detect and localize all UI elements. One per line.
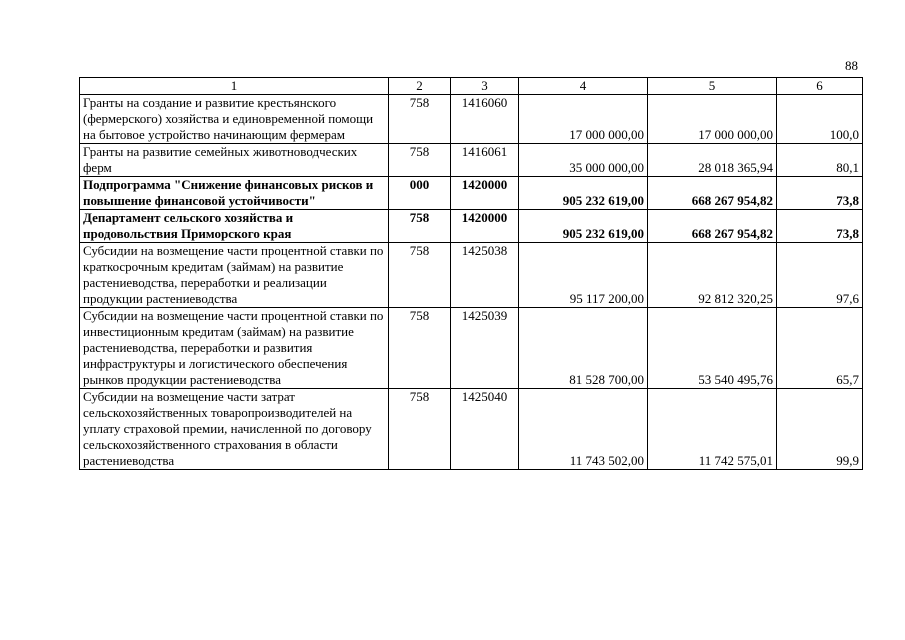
budget-table xyxy=(79,77,863,470)
row-plan-amount-cell: 11 743 502,00 xyxy=(519,389,648,470)
row-code-cell: 000 xyxy=(389,177,451,210)
row-code-cell: 758 xyxy=(389,95,451,144)
row-plan-amount-cell: 17 000 000,00 xyxy=(519,95,648,144)
table-row xyxy=(80,308,863,389)
row-code-cell: 758 xyxy=(389,210,451,243)
row-name-cell: Департамент сельского хозяйства и продовольствия Приморского края xyxy=(80,210,389,243)
row-actual-amount-cell: 668 267 954,82 xyxy=(648,210,777,243)
row-code-cell: 758 xyxy=(389,144,451,177)
row-code-cell: 1416060 xyxy=(451,95,519,144)
header-cell-4: 4 xyxy=(519,78,648,95)
table-row xyxy=(80,95,863,144)
row-actual-amount-cell: 92 812 320,25 xyxy=(648,243,777,308)
row-percent-cell: 73,8 xyxy=(777,177,863,210)
row-plan-amount-cell: 81 528 700,00 xyxy=(519,308,648,389)
row-plan-amount-cell: 35 000 000,00 xyxy=(519,144,648,177)
row-plan-amount-cell: 905 232 619,00 xyxy=(519,210,648,243)
table-row xyxy=(80,389,863,470)
table-row xyxy=(80,210,863,243)
row-code-cell: 1425038 xyxy=(451,243,519,308)
row-code-cell: 1420000 xyxy=(451,177,519,210)
row-actual-amount-cell: 17 000 000,00 xyxy=(648,95,777,144)
table-row xyxy=(80,144,863,177)
row-name-cell: Подпрограмма "Снижение финансовых рисков и повышение финансовой устойчивости" xyxy=(80,177,389,210)
row-percent-cell: 100,0 xyxy=(777,95,863,144)
header-cell-2: 2 xyxy=(389,78,451,95)
row-actual-amount-cell: 28 018 365,94 xyxy=(648,144,777,177)
row-percent-cell: 99,9 xyxy=(777,389,863,470)
row-plan-amount-cell: 905 232 619,00 xyxy=(519,177,648,210)
page-number: 88 xyxy=(845,58,858,73)
row-percent-cell: 73,8 xyxy=(777,210,863,243)
row-plan-amount-cell: 95 117 200,00 xyxy=(519,243,648,308)
row-code-cell: 758 xyxy=(389,308,451,389)
row-code-cell: 758 xyxy=(389,389,451,470)
row-actual-amount-cell: 668 267 954,82 xyxy=(648,177,777,210)
header-cell-5: 5 xyxy=(648,78,777,95)
row-name-cell: Гранты на развитие семейных животноводческих ферм xyxy=(80,144,389,177)
row-name-cell: Гранты на создание и развитие крестьянского (фермерского) хозяйства и единовременной помощи на бытовое устройство начинающим фермерам xyxy=(80,95,389,144)
row-actual-amount-cell: 53 540 495,76 xyxy=(648,308,777,389)
row-code-cell: 758 xyxy=(389,243,451,308)
row-percent-cell: 80,1 xyxy=(777,144,863,177)
row-code-cell: 1420000 xyxy=(451,210,519,243)
header-cell-3: 3 xyxy=(451,78,519,95)
header-row xyxy=(80,78,863,95)
table-row xyxy=(80,177,863,210)
row-name-cell: Субсидии на возмещение части процентной ставки по краткосрочным кредитам (займам) на развитие растениеводства, переработки и реализации продукции растениеводства xyxy=(80,243,389,308)
table-row xyxy=(80,243,863,308)
row-code-cell: 1416061 xyxy=(451,144,519,177)
row-percent-cell: 97,6 xyxy=(777,243,863,308)
row-actual-amount-cell: 11 742 575,01 xyxy=(648,389,777,470)
row-name-cell: Субсидии на возмещение части затрат сельскохозяйственных товаропроизводителей на уплату страховой премии, начисленной по договору сельскохозяйственного страхования в области растениеводства xyxy=(80,389,389,470)
row-percent-cell: 65,7 xyxy=(777,308,863,389)
row-name-cell: Субсидии на возмещение части процентной ставки по инвестиционным кредитам (займам) на развитие растениеводства, переработки и развития инфраструктуры и логистического обеспечения рынков продукции растениеводства xyxy=(80,308,389,389)
row-code-cell: 1425040 xyxy=(451,389,519,470)
header-cell-6: 6 xyxy=(777,78,863,95)
row-code-cell: 1425039 xyxy=(451,308,519,389)
header-cell-1: 1 xyxy=(80,78,389,95)
